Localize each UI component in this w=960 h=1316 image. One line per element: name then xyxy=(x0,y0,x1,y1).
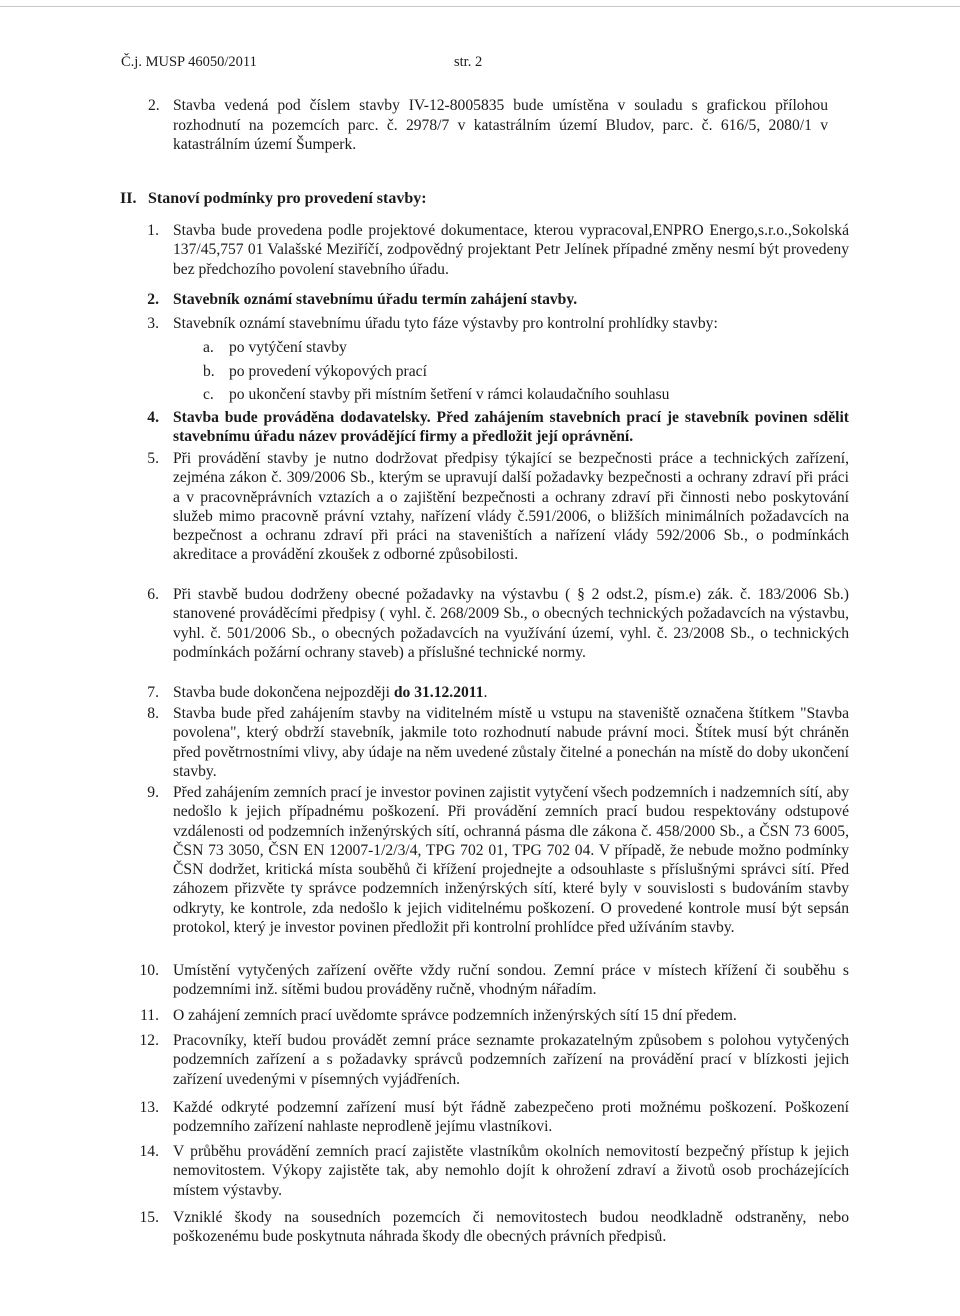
item-text: Při provádění stavby je nutno dodržovat předpisy týkající se bezpečnosti práce a technických zařízení, zejména zákon č. 309/2006 Sb., kterým se upravují další požadavky bezpečnosti a ochrany zdraví při práci a v pracovněprávních vztazích a o zajištění bezpečnosti a ochrany zdraví při činnosti nebo poskytování služeb mimo pracovně právní vztahy, nařízení vlády č.591/2006, o bližších minimálních požadavcích na bezpečnost a ochranu zdraví při práci na staveništích a nařízení vlády 592/2006 Sb., o podmínkách akreditace a provádění zkoušek z odborné způsobilosti. xyxy=(173,450,849,564)
item-number: 6. xyxy=(147,586,159,603)
subitem-label: a. xyxy=(203,339,214,356)
item-number: 15. xyxy=(139,1209,159,1226)
item-text-post: . xyxy=(483,684,488,701)
intro-item-2 xyxy=(148,96,828,155)
item-text: Stavba bude provedena podle projektové dokumentace, kterou vypracoval,ENPRO Energo,s.r.o.,Sokolská 137/45,757 01 Valašské Meziříčí, zodpovědný projektant Petr Jelínek případné změny nesmí být provedeny bez předchozího povolení stavebního úřadu. xyxy=(173,222,849,278)
item-number: 10. xyxy=(139,962,159,979)
item-text: Umístění vytyčených zařízení ověřte vždy ruční sondou. Zemní práce v místech křížení či souběhu s podzemními inž. sítěmi budou prováděny ručně, vhodným nářadím. xyxy=(173,962,849,999)
item-number: 12. xyxy=(139,1032,159,1049)
item-text: Stavba vedená pod číslem stavby IV-12-8005835 bude umístěna v souladu s grafickou přílohou rozhodnutí na pozemcích parc. č. 2978/7 v katastrálním území Bludov, parc. č. 616/5, 2080/1 v katastrálním území Šumperk. xyxy=(173,97,828,154)
reference-number: Č.j. MUSP 46050/2011 xyxy=(121,54,257,70)
item-number: 8. xyxy=(147,705,159,722)
item-number: 7. xyxy=(147,684,159,701)
item-text: Vzniklé škody na sousedních pozemcích či nemovitostech budou neodkladně odstraněny, nebo poškozenému bude poskytnuta náhrada škody dle obecných právních předpisů. xyxy=(173,1209,849,1246)
item-number: 1. xyxy=(147,222,159,239)
item-text: V průběhu provádění zemních prací zajistěte vlastníkům okolních nemovitostí bezpečný přístup k jejich nemovitostem. Výkopy zajistěte tak, aby nemohlo dojít k ohrožení zdraví a životů osob procházejících místem výstavby. xyxy=(173,1143,849,1199)
item-text: Stavba bude prováděna dodavatelsky. Před zahájením stavebních prací je stavebník povinen sdělit stavebnímu úřadu název provádějící firmy a předložit její oprávnění. xyxy=(173,409,849,446)
item-number: 13. xyxy=(139,1099,159,1116)
item-number: 9. xyxy=(147,784,159,801)
item-number: 2. xyxy=(148,97,160,114)
section-heading xyxy=(120,190,427,208)
subitem-label: c. xyxy=(203,386,214,403)
subitem-text: po provedení výkopových prací xyxy=(229,363,427,380)
item-text: Stavebník oznámí stavebnímu úřadu tyto fáze výstavby pro kontrolní prohlídky stavby: xyxy=(173,315,718,332)
item-number: 5. xyxy=(147,450,159,467)
item-text: Stavba bude před zahájením stavby na viditelném místě u vstupu na staveniště označena štítkem "Stavba povolena", který obdrží stavebník, jakmile toto rozhodnutí nabude právní moci. Štítek musí být chráněn před povětrnostními vlivy, aby údaje na něm uvedené zůstaly čitelné a ponechán na místě do doby ukončení stavby. xyxy=(173,705,849,780)
item-number: 2. xyxy=(147,291,159,308)
item-text: Před zahájením zemních prací je investor povinen zajistit vytyčení všech podzemních i nadzemních sítí, aby nedošlo k jejich případnému poškození. Při provádění zemních prací budou respektovány odstupové vzdálenosti od podzemních inženýrských sítí, ochranná pásma dle zákona č. 458/2000 Sb., a ČSN 73 6005, ČSN 73 3050, ČSN EN 12007-1/2/3/4, TPG 702 01, TPG 702 04. V případě, že nebude možno podmínky ČSN dodržet, kritická místa souběhů či křížení projednejte a odsouhlaste s příslušnými správci sítí. Před záhozem přizvěte ty správce podzemních inženýrských sítí, které byly v souvislosti s budováním stavby odkryty, ke kontrole, zda nedošlo k jejich viditelnému poškození. O provedené kontrole musí být sepsán protokol, který je investor povinen předložit při kontrolní prohlídce před užíváním stavby. xyxy=(173,784,849,937)
subitem-label: b. xyxy=(203,363,215,380)
subitem-text: po ukončení stavby při místním šetření v rámci kolaudačního souhlasu xyxy=(229,386,670,403)
section-number: II. xyxy=(120,190,137,207)
item-text: Při stavbě budou dodrženy obecné požadavky na výstavbu ( § 2 odst.2, písm.e) zák. č. 183/2006 Sb.) stanovené prováděcími předpisy ( vyhl. č. 268/2009 Sb., o obecných technických požadavcích na výstavbu, vyhl. č. 501/2006 Sb., o obecných požadavcích na využívání území, vyhl. č. 23/2008 Sb., o technických podmínkách požární ochrany staveb) a příslušné technické normy. xyxy=(173,586,849,661)
scan-edge-line xyxy=(0,6,960,7)
page-number: str. 2 xyxy=(454,54,483,70)
section-title: Stanoví podmínky pro provedení stavby: xyxy=(148,190,427,207)
item-text-pre: Stavba bude dokončena nejpozději xyxy=(173,684,394,701)
item-number: 14. xyxy=(139,1143,159,1160)
item-number: 4. xyxy=(147,409,159,426)
subitem-text: po vytýčení stavby xyxy=(229,339,347,356)
item-text xyxy=(173,683,849,702)
item-number: 3. xyxy=(147,315,159,332)
item-text: O zahájení zemních prací uvědomte správce podzemních inženýrských sítí 15 dní předem. xyxy=(173,1007,737,1024)
deadline-date: do 31.12.2011 xyxy=(393,684,484,701)
item-text: Pracovníky, kteří budou provádět zemní práce seznamte prokazatelným způsobem s polohou vytyčených podzemních zařízení a s požadavky správců podzemních zařízení na provádění prací v blízkosti jejich zařízení uvedenými v písemných vyjádřeních. xyxy=(173,1032,849,1088)
item-text: Každé odkryté podzemní zařízení musí být řádně zabezpečeno proti možnému poškození. Poškození podzemního zařízení nahlaste neprodleně jejímu vlastníkovi. xyxy=(173,1099,849,1136)
item-number: 11. xyxy=(140,1007,159,1024)
page-header xyxy=(121,54,483,71)
item-text: Stavebník oznámí stavebnímu úřadu termín zahájení stavby. xyxy=(173,291,578,308)
